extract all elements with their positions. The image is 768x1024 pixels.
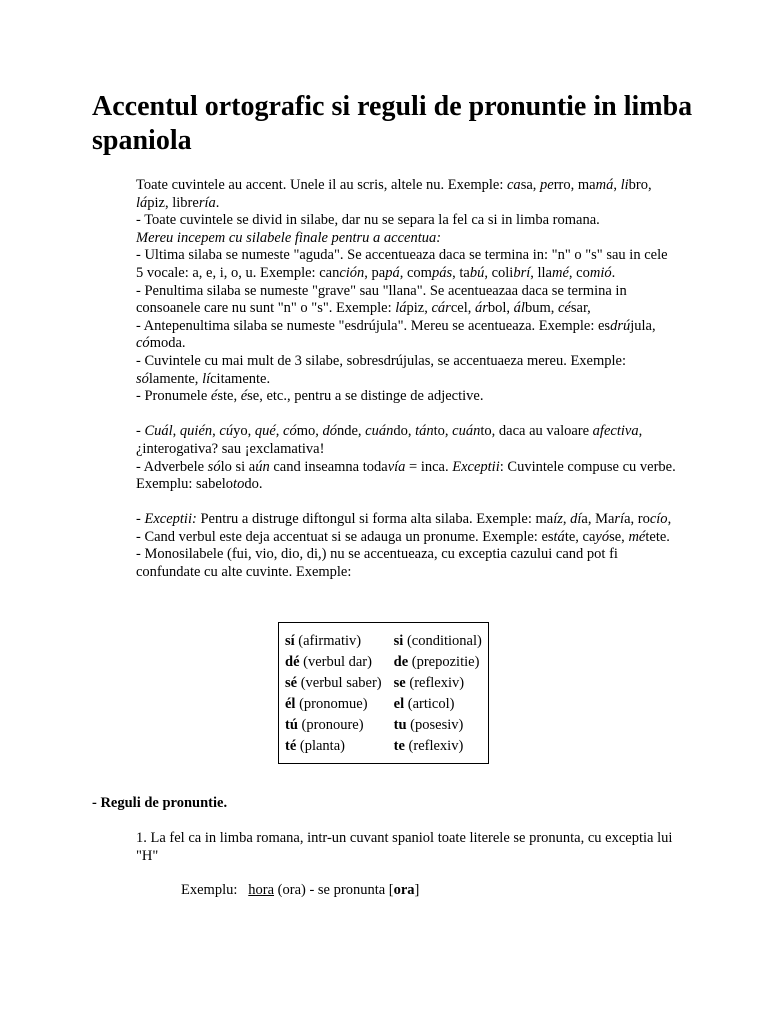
text-run: nde, bbox=[336, 423, 366, 440]
paragraph bbox=[136, 511, 676, 529]
italic-run: rí bbox=[614, 511, 625, 528]
table-row bbox=[279, 673, 488, 694]
italic-run: mé bbox=[628, 528, 646, 545]
word-meaning: (articol) bbox=[404, 696, 455, 712]
italic-run: é bbox=[240, 388, 248, 405]
word-meaning: (reflexiv) bbox=[404, 738, 464, 754]
text-run: a, Ma bbox=[581, 511, 615, 528]
text-run: piz, bbox=[406, 300, 432, 317]
italic-run: cú bbox=[219, 423, 234, 440]
italic-run: yó bbox=[595, 528, 610, 545]
italic-run: ría bbox=[198, 194, 216, 211]
text-run: piz, libre bbox=[147, 194, 199, 211]
word-bold: se bbox=[393, 675, 406, 691]
text-run: ste, bbox=[217, 388, 241, 405]
italic-run: lá bbox=[136, 194, 148, 211]
italic-run: íz bbox=[553, 511, 563, 528]
italic-run: só bbox=[207, 458, 221, 475]
word-bold: si bbox=[393, 633, 404, 649]
text-run: - Toate cuvintele se divid in silabe, dar nu se separa la fel ca si in limba romana. bbox=[136, 212, 600, 229]
paragraph bbox=[136, 529, 676, 547]
italic-run: pás bbox=[431, 264, 453, 281]
text-run: sar, bbox=[570, 300, 591, 317]
italic-run: qué bbox=[254, 423, 276, 440]
italic-run: pe bbox=[540, 177, 554, 193]
italic-run: li bbox=[620, 177, 629, 193]
italic-run: Exceptii bbox=[452, 458, 500, 475]
italic-run: ár bbox=[474, 300, 488, 317]
text-run: - Antepenultima silaba se numeste "esdrújula". Mereu se acentueaza. Exemple: es bbox=[136, 317, 611, 334]
italic-run: ún bbox=[255, 458, 270, 475]
italic-run: tán bbox=[415, 423, 434, 440]
text-run: lo si a bbox=[220, 458, 256, 475]
paragraph bbox=[136, 283, 676, 318]
italic-run: quién bbox=[179, 423, 213, 440]
italic-run: có bbox=[136, 335, 150, 352]
text-run: , com bbox=[399, 264, 432, 281]
text-run: bum, bbox=[524, 300, 558, 317]
word-meaning: (planta) bbox=[296, 738, 345, 754]
text-run: - Adverbele bbox=[136, 458, 208, 475]
italic-run: to bbox=[233, 476, 245, 493]
accent-rules-section bbox=[136, 177, 676, 582]
italic-run: brí bbox=[513, 264, 531, 281]
word-meaning: (pronoure) bbox=[297, 717, 364, 733]
italic-run: cío bbox=[649, 511, 668, 528]
table-row bbox=[279, 736, 488, 763]
word-meaning: (posesiv) bbox=[406, 717, 464, 733]
paragraph bbox=[136, 459, 676, 494]
text-run: - Monosilabele (fui, vio, dio, di,) nu se accentueaza, cu exceptia cazului cand pot fi confundate cu alte cuvinte. Exemple: bbox=[136, 546, 618, 581]
example-close: ] bbox=[414, 882, 420, 898]
italic-run: mió bbox=[589, 264, 612, 281]
paragraph bbox=[136, 546, 676, 581]
pronunciation-heading: - Reguli de pronuntie. bbox=[92, 795, 228, 811]
word-bold: dé bbox=[285, 654, 300, 670]
text-run: . bbox=[215, 194, 220, 211]
text-run: , ¿interogativa? sau ¡exclamativa! bbox=[136, 423, 643, 457]
text-run: - Penultima silaba se numeste "grave" sau "llana". Se acentueazaa daca se termina in consoanele care nu sunt "n" o "s". Exemple: bbox=[136, 282, 627, 317]
text-run: do. bbox=[244, 476, 263, 493]
word-bold: él bbox=[285, 696, 296, 712]
text-run: to, bbox=[433, 423, 453, 440]
word-meaning: (prepozitie) bbox=[408, 654, 480, 670]
word-bold: el bbox=[393, 696, 405, 712]
text-run: , bbox=[275, 423, 284, 440]
text-run: = inca. bbox=[405, 458, 453, 475]
text-run: tete. bbox=[645, 528, 670, 545]
text-run: , bbox=[667, 511, 672, 528]
document-title: Accentul ortografic si reguli de pronuntie in limba spaniola bbox=[92, 91, 693, 156]
text-run: : Cuvintele compuse cu verbe. Exemplu: sabelo bbox=[136, 458, 676, 493]
text-run: Pentru a distruge diftongul si forma alta silaba. Exemple: ma bbox=[196, 511, 554, 528]
spacer bbox=[136, 406, 676, 424]
table-cell bbox=[279, 673, 388, 694]
word-meaning: (verbul saber) bbox=[297, 675, 382, 691]
italic-run: tá bbox=[553, 528, 565, 545]
text-run: , co bbox=[568, 264, 590, 281]
table-cell bbox=[279, 715, 388, 736]
word-meaning: (verbul dar) bbox=[299, 654, 372, 670]
paragraph bbox=[136, 318, 676, 353]
word-meaning: (pronomue) bbox=[295, 696, 368, 712]
text-run: cand inseamna toda bbox=[269, 458, 388, 475]
italic-run: mé bbox=[552, 264, 569, 281]
text-run: a, ro bbox=[624, 511, 650, 528]
text-run: , lla bbox=[530, 264, 552, 281]
text-run: , bbox=[212, 423, 220, 440]
word-meaning: (conditional) bbox=[403, 633, 482, 649]
text-run: bro, bbox=[628, 177, 652, 193]
text-run: - Cuvintele cu mai mult de 3 silabe, sobresdrújulas, se accentuaeza mereu. Exemple: bbox=[136, 352, 627, 369]
text-run: , bbox=[562, 511, 571, 528]
text-run: , bbox=[172, 423, 180, 440]
table-cell bbox=[388, 736, 488, 763]
italic-run: drú bbox=[610, 317, 631, 334]
text-run: yo, bbox=[233, 423, 255, 440]
text-run: citamente. bbox=[210, 370, 271, 387]
paragraph bbox=[136, 177, 676, 212]
word-bold: te bbox=[393, 738, 405, 754]
italic-run: Exceptii: bbox=[144, 511, 197, 528]
italic-run: dó bbox=[322, 423, 337, 440]
table-cell bbox=[388, 694, 488, 715]
text-run: , bbox=[613, 177, 621, 193]
italic-run: cé bbox=[557, 300, 571, 317]
text-run: - Ultima silaba se numeste "aguda". Se accentueaza daca se termina in: "n" o "s" sau in cele 5 vocale: a, e, i, o, u. Exemple: can bbox=[136, 247, 668, 281]
word-bold: sí bbox=[285, 633, 295, 649]
paragraph bbox=[136, 388, 676, 406]
table-cell bbox=[388, 623, 488, 652]
italic-run: ción bbox=[339, 264, 365, 281]
table-row bbox=[279, 652, 488, 673]
table-row bbox=[279, 694, 488, 715]
italic-run: cuán bbox=[365, 423, 394, 440]
table-cell bbox=[279, 652, 388, 673]
table-cell bbox=[279, 694, 388, 715]
text-run: cel, bbox=[450, 300, 475, 317]
text-run: - Cand verbul este deja accentuat si se adauga un pronume. Exemple: es bbox=[136, 528, 554, 545]
italic-run: lá bbox=[395, 300, 407, 317]
example-word: hora bbox=[248, 882, 275, 898]
text-run: - bbox=[136, 423, 145, 440]
italic-run: é bbox=[210, 388, 218, 405]
pronunciation-rule-1: 1. La fel ca in limba romana, intr-un cuvant spaniol toate literele se pronunta, cu exceptia lui "H" bbox=[136, 830, 673, 864]
italic-run: afectiva bbox=[592, 423, 639, 440]
table-cell bbox=[279, 623, 388, 652]
italic-run: ca bbox=[507, 177, 521, 193]
italic-run: cár bbox=[431, 300, 451, 317]
text-run: Toate cuvintele au accent. Unele il au scris, altele nu. Exemple: bbox=[136, 177, 507, 193]
table-cell bbox=[388, 673, 488, 694]
example-rest: (ora) - se pronunta [ bbox=[274, 882, 394, 898]
text-run: bol, bbox=[487, 300, 514, 317]
text-run: to, daca au valoare bbox=[480, 423, 593, 440]
text-run: te, ca bbox=[564, 528, 596, 545]
table-row bbox=[279, 715, 488, 736]
italic-run: ál bbox=[513, 300, 525, 317]
paragraph bbox=[136, 247, 676, 282]
text-run: rro, ma bbox=[553, 177, 596, 193]
table-cell bbox=[388, 715, 488, 736]
text-run: . bbox=[611, 264, 616, 281]
italic-run: có bbox=[283, 423, 297, 440]
word-bold: tú bbox=[285, 717, 298, 733]
table-cell bbox=[388, 652, 488, 673]
text-run: do, bbox=[393, 423, 416, 440]
word-bold: de bbox=[393, 654, 409, 670]
italic-run: pá bbox=[385, 264, 400, 281]
text-run: , pa bbox=[364, 264, 386, 281]
word-bold: tu bbox=[393, 717, 407, 733]
word-bold: sé bbox=[285, 675, 298, 691]
paragraph bbox=[136, 230, 676, 248]
table-cell bbox=[279, 736, 388, 763]
table-row bbox=[279, 623, 488, 652]
text-run: jula, bbox=[630, 317, 656, 334]
text-run: - Pronumele bbox=[136, 388, 211, 405]
monosyllable-pairs-table bbox=[278, 622, 489, 764]
italic-run: má bbox=[595, 177, 614, 193]
example-label: Exemplu: bbox=[181, 882, 238, 898]
word-meaning: (reflexiv) bbox=[405, 675, 465, 691]
text-run: moda. bbox=[149, 335, 186, 352]
example-bold: ora bbox=[393, 882, 415, 898]
text-run: mo, bbox=[296, 423, 323, 440]
text-run: se, etc., pentru a se distinge de adjective. bbox=[247, 388, 484, 405]
text-run: - bbox=[136, 511, 145, 528]
text-run: , coli bbox=[484, 264, 514, 281]
text-run: sa, bbox=[520, 177, 541, 193]
italic-run: bú bbox=[469, 264, 485, 281]
pronunciation-example bbox=[181, 882, 419, 899]
paragraph bbox=[136, 423, 676, 458]
spacer bbox=[136, 494, 676, 512]
text-run: se, bbox=[609, 528, 629, 545]
text-run: lamente, bbox=[148, 370, 203, 387]
italic-run: vía bbox=[387, 458, 406, 475]
text-run: , ta bbox=[452, 264, 470, 281]
paragraph bbox=[136, 353, 676, 388]
word-bold: té bbox=[285, 738, 297, 754]
italic-run: Mereu incepem cu silabele finale pentru a accentua: bbox=[136, 229, 442, 246]
word-meaning: (afirmativ) bbox=[294, 633, 362, 649]
italic-run: só bbox=[136, 370, 149, 387]
italic-run: dí bbox=[570, 511, 582, 528]
italic-run: cuán bbox=[452, 423, 481, 440]
italic-run: Cuál bbox=[144, 423, 173, 440]
paragraph bbox=[136, 212, 676, 230]
italic-run: lí bbox=[202, 370, 211, 387]
